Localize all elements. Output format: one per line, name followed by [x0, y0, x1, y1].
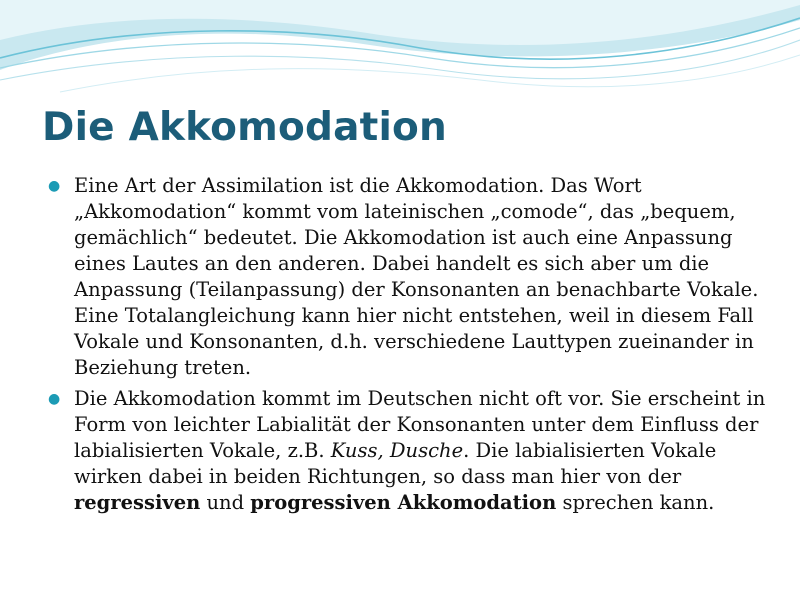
wave-line-4 — [60, 55, 800, 92]
bullet-2-example: Kuss, Dusche — [330, 439, 464, 462]
bullet-list — [48, 173, 778, 521]
bullet-2-text-part3: und — [200, 491, 251, 514]
bullet-icon: ● — [48, 178, 61, 194]
bullet-2-text-part4: sprechen kann. — [556, 491, 715, 514]
header-wave-decoration — [0, 0, 800, 110]
bullet-2-text-part2: . Die labialisierten Vokale wirken dabei in beiden Richtungen, so dass man hier von der — [74, 439, 717, 488]
bullet-item-1 — [48, 173, 778, 381]
bullet-item-2 — [48, 386, 778, 516]
bullet-icon: ● — [48, 391, 61, 407]
bullet-2-bold-regressive: regressiven — [74, 491, 201, 514]
slide-title: Die Akkomodation — [42, 105, 448, 150]
bullet-2-bold-progressive: progressiven Akkomodation — [250, 491, 557, 514]
bullet-2-text-part1: Die Akkomodation kommt im Deutschen nicht oft vor. Sie erscheint in Form von leichter Labialität der Konsonanten unter dem Einfluss der labialisierten Vokale, z.B. — [74, 387, 766, 462]
bullet-1-text: Eine Art der Assimilation ist die Akkomodation. Das Wort „Akkomodation“ kommt vom lateinischen „comode“, das „bequem, gemächlich“ bedeutet. Die Akkomodation ist auch eine Anpassung eines Lautes an den anderen. Dabei handelt es sich aber um die Anpassung (Teilanpassung) der Konsonanten an benachbarte Vokale. Eine Totalangleichung kann hier nicht entstehen, weil in diesem Fall Vokale und Konsonanten, d.h. verschiedene Lauttypen zueinander in Beziehung treten. — [74, 174, 759, 379]
